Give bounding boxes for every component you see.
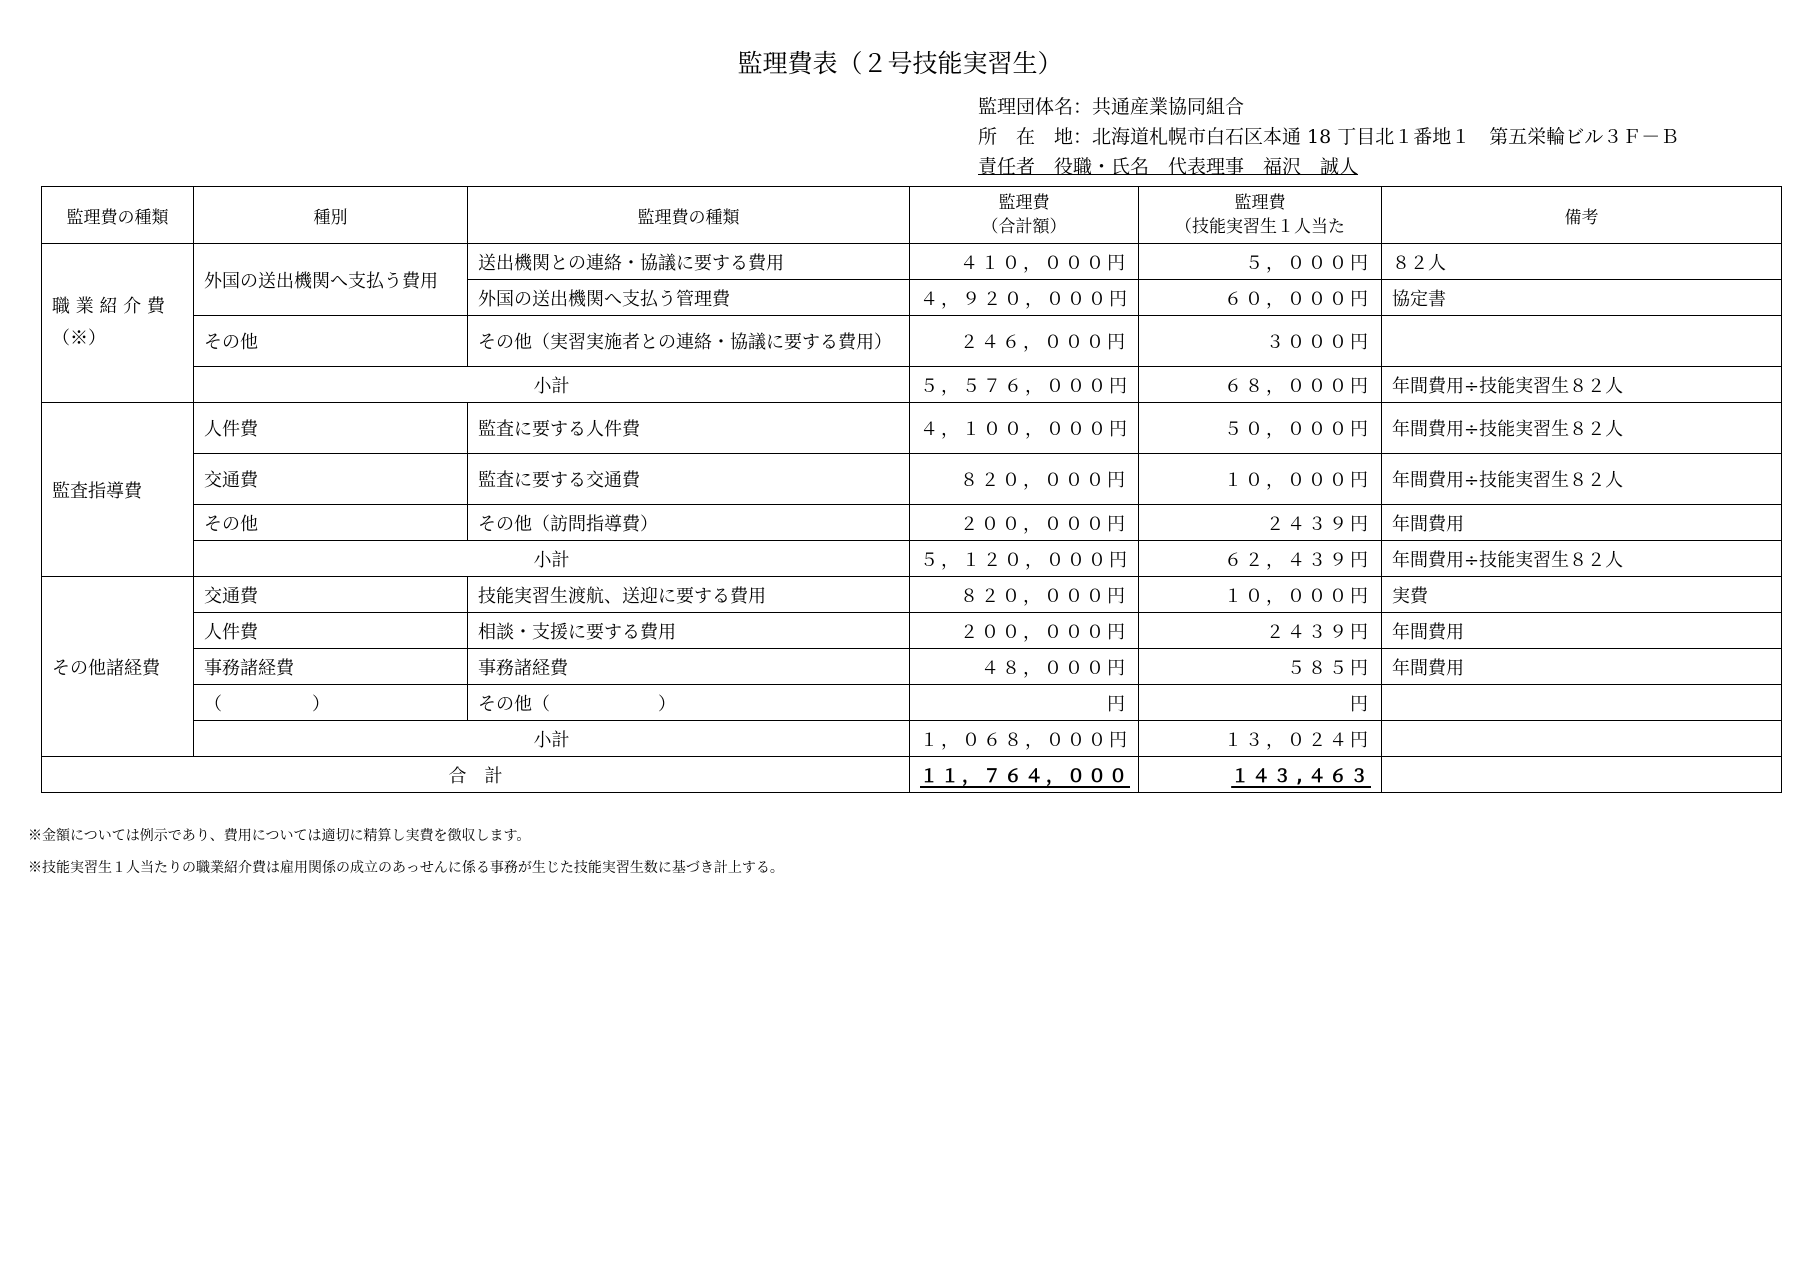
subtotal-total: １，０６８，０００円 xyxy=(910,721,1139,757)
per-cell: １０，０００円 xyxy=(1139,454,1382,505)
total-cell: ２００，０００円 xyxy=(910,613,1139,649)
grand-total-row xyxy=(42,757,1782,793)
per-cell: ６０，０００円 xyxy=(1139,280,1382,316)
subtotal-per: ６８，０００円 xyxy=(1139,367,1382,403)
page-title: 監理費表（２号技能実習生） xyxy=(737,49,1063,78)
note-cell xyxy=(1382,685,1782,721)
type-cell: 交通費 xyxy=(194,454,468,505)
header-remarks: 備考 xyxy=(1382,187,1782,244)
footnotes xyxy=(28,820,784,884)
per-cell: ３０００円 xyxy=(1139,316,1382,367)
table-row xyxy=(42,577,1782,613)
per-cell: ２４３９円 xyxy=(1139,505,1382,541)
type-cell: 人件費 xyxy=(194,613,468,649)
org-name: 監理団体名：共通産業協同組合 xyxy=(978,96,1245,118)
section-label-audit: 監査指導費 xyxy=(42,403,194,577)
per-cell: １０，０００円 xyxy=(1139,577,1382,613)
type-cell: 外国の送出機関へ支払う費用 xyxy=(194,244,468,316)
table-row xyxy=(42,316,1782,367)
item-cell: 送出機関との連絡・協議に要する費用 xyxy=(468,244,910,280)
type-cell: その他 xyxy=(194,505,468,541)
total-cell: ４８，０００円 xyxy=(910,649,1139,685)
table-row xyxy=(42,613,1782,649)
per-cell: ５０，０００円 xyxy=(1139,403,1382,454)
note-cell: 年間費用÷技能実習生８２人 xyxy=(1382,403,1782,454)
footnote: ※金額については例示であり、費用については適切に精算し実費を徴収します。 xyxy=(28,828,531,844)
note-cell: 協定書 xyxy=(1382,280,1782,316)
total-cell: ８２０，０００円 xyxy=(910,577,1139,613)
per-cell: 円 xyxy=(1139,685,1382,721)
header-type: 種別 xyxy=(194,187,468,244)
grand-total-note xyxy=(1382,757,1782,793)
note-cell: 年間費用÷技能実習生８２人 xyxy=(1382,454,1782,505)
item-cell: 外国の送出機関へ支払う管理費 xyxy=(468,280,910,316)
header-per-trainee: 監理費 （技能実習生１人当た xyxy=(1139,187,1382,244)
grand-total-label: 合 計 xyxy=(42,757,910,793)
section-label-other: その他諸経費 xyxy=(42,577,194,757)
note-cell: 年間費用 xyxy=(1382,505,1782,541)
subtotal-row xyxy=(42,541,1782,577)
item-cell: その他（訪問指導費） xyxy=(468,505,910,541)
note-cell: 実費 xyxy=(1382,577,1782,613)
note-cell xyxy=(1382,316,1782,367)
total-cell: ４１０，０００円 xyxy=(910,244,1139,280)
per-cell: ５，０００円 xyxy=(1139,244,1382,280)
item-cell: 相談・支援に要する費用 xyxy=(468,613,910,649)
note-cell: ８２人 xyxy=(1382,244,1782,280)
header-total: 監理費 （合計額） xyxy=(910,187,1139,244)
table-row xyxy=(42,403,1782,454)
total-cell: ２００，０００円 xyxy=(910,505,1139,541)
type-cell: 事務諸経費 xyxy=(194,649,468,685)
subtotal-note: 年間費用÷技能実習生８２人 xyxy=(1382,541,1782,577)
subtotal-row xyxy=(42,721,1782,757)
subtotal-label: 小計 xyxy=(194,541,910,577)
item-cell: その他（ ） xyxy=(468,685,910,721)
type-cell: 人件費 xyxy=(194,403,468,454)
table-row xyxy=(42,454,1782,505)
item-cell: 技能実習生渡航、送迎に要する費用 xyxy=(468,577,910,613)
grand-total-per: １４３,４６３ xyxy=(1139,757,1382,793)
subtotal-note xyxy=(1382,721,1782,757)
section-label-job: 職 業 紹 介 費 （※） xyxy=(42,244,194,403)
subtotal-label: 小計 xyxy=(194,721,910,757)
footnote: ※技能実習生１人当たりの職業紹介費は雇用関係の成立のあっせんに係る事務が生じた技能実習生数に基づき計上する。 xyxy=(28,860,784,876)
subtotal-label: 小計 xyxy=(194,367,910,403)
note-cell: 年間費用 xyxy=(1382,613,1782,649)
organization-info xyxy=(978,92,1679,182)
per-cell: ５８５円 xyxy=(1139,649,1382,685)
per-cell: ２４３９円 xyxy=(1139,613,1382,649)
item-cell: 監査に要する交通費 xyxy=(468,454,910,505)
table-row xyxy=(42,505,1782,541)
table-row xyxy=(42,685,1782,721)
item-cell: その他（実習実施者との連絡・協議に要する費用） xyxy=(468,316,910,367)
item-cell: 事務諸経費 xyxy=(468,649,910,685)
grand-total-amount: １１，７６４，０００ xyxy=(910,757,1139,793)
fee-table xyxy=(41,186,1782,793)
total-cell: ４，１００，０００円 xyxy=(910,403,1139,454)
total-cell: ２４６，０００円 xyxy=(910,316,1139,367)
note-cell: 年間費用 xyxy=(1382,649,1782,685)
type-cell: （ ） xyxy=(194,685,468,721)
subtotal-row xyxy=(42,367,1782,403)
subtotal-per: ６２，４３９円 xyxy=(1139,541,1382,577)
table-row xyxy=(42,244,1782,280)
item-cell: 監査に要する人件費 xyxy=(468,403,910,454)
org-responsible: 責任者 役職・氏名 代表理事 福沢 誠人 xyxy=(978,156,1359,178)
header-fee-category: 監理費の種類 xyxy=(42,187,194,244)
subtotal-per: １３，０２４円 xyxy=(1139,721,1382,757)
type-cell: その他 xyxy=(194,316,468,367)
subtotal-note: 年間費用÷技能実習生８２人 xyxy=(1382,367,1782,403)
total-cell: ８２０，０００円 xyxy=(910,454,1139,505)
org-address: 所 在 地：北海道札幌市白石区本通 18 丁目北１番地１ 第五栄輪ビル３Ｆ－Ｂ xyxy=(978,126,1680,148)
subtotal-total: ５，１２０，０００円 xyxy=(910,541,1139,577)
total-cell: ４，９２０，０００円 xyxy=(910,280,1139,316)
header-fee-item: 監理費の種類 xyxy=(468,187,910,244)
table-header-row xyxy=(42,187,1782,244)
table-row xyxy=(42,649,1782,685)
subtotal-total: ５，５７６，０００円 xyxy=(910,367,1139,403)
total-cell: 円 xyxy=(910,685,1139,721)
type-cell: 交通費 xyxy=(194,577,468,613)
